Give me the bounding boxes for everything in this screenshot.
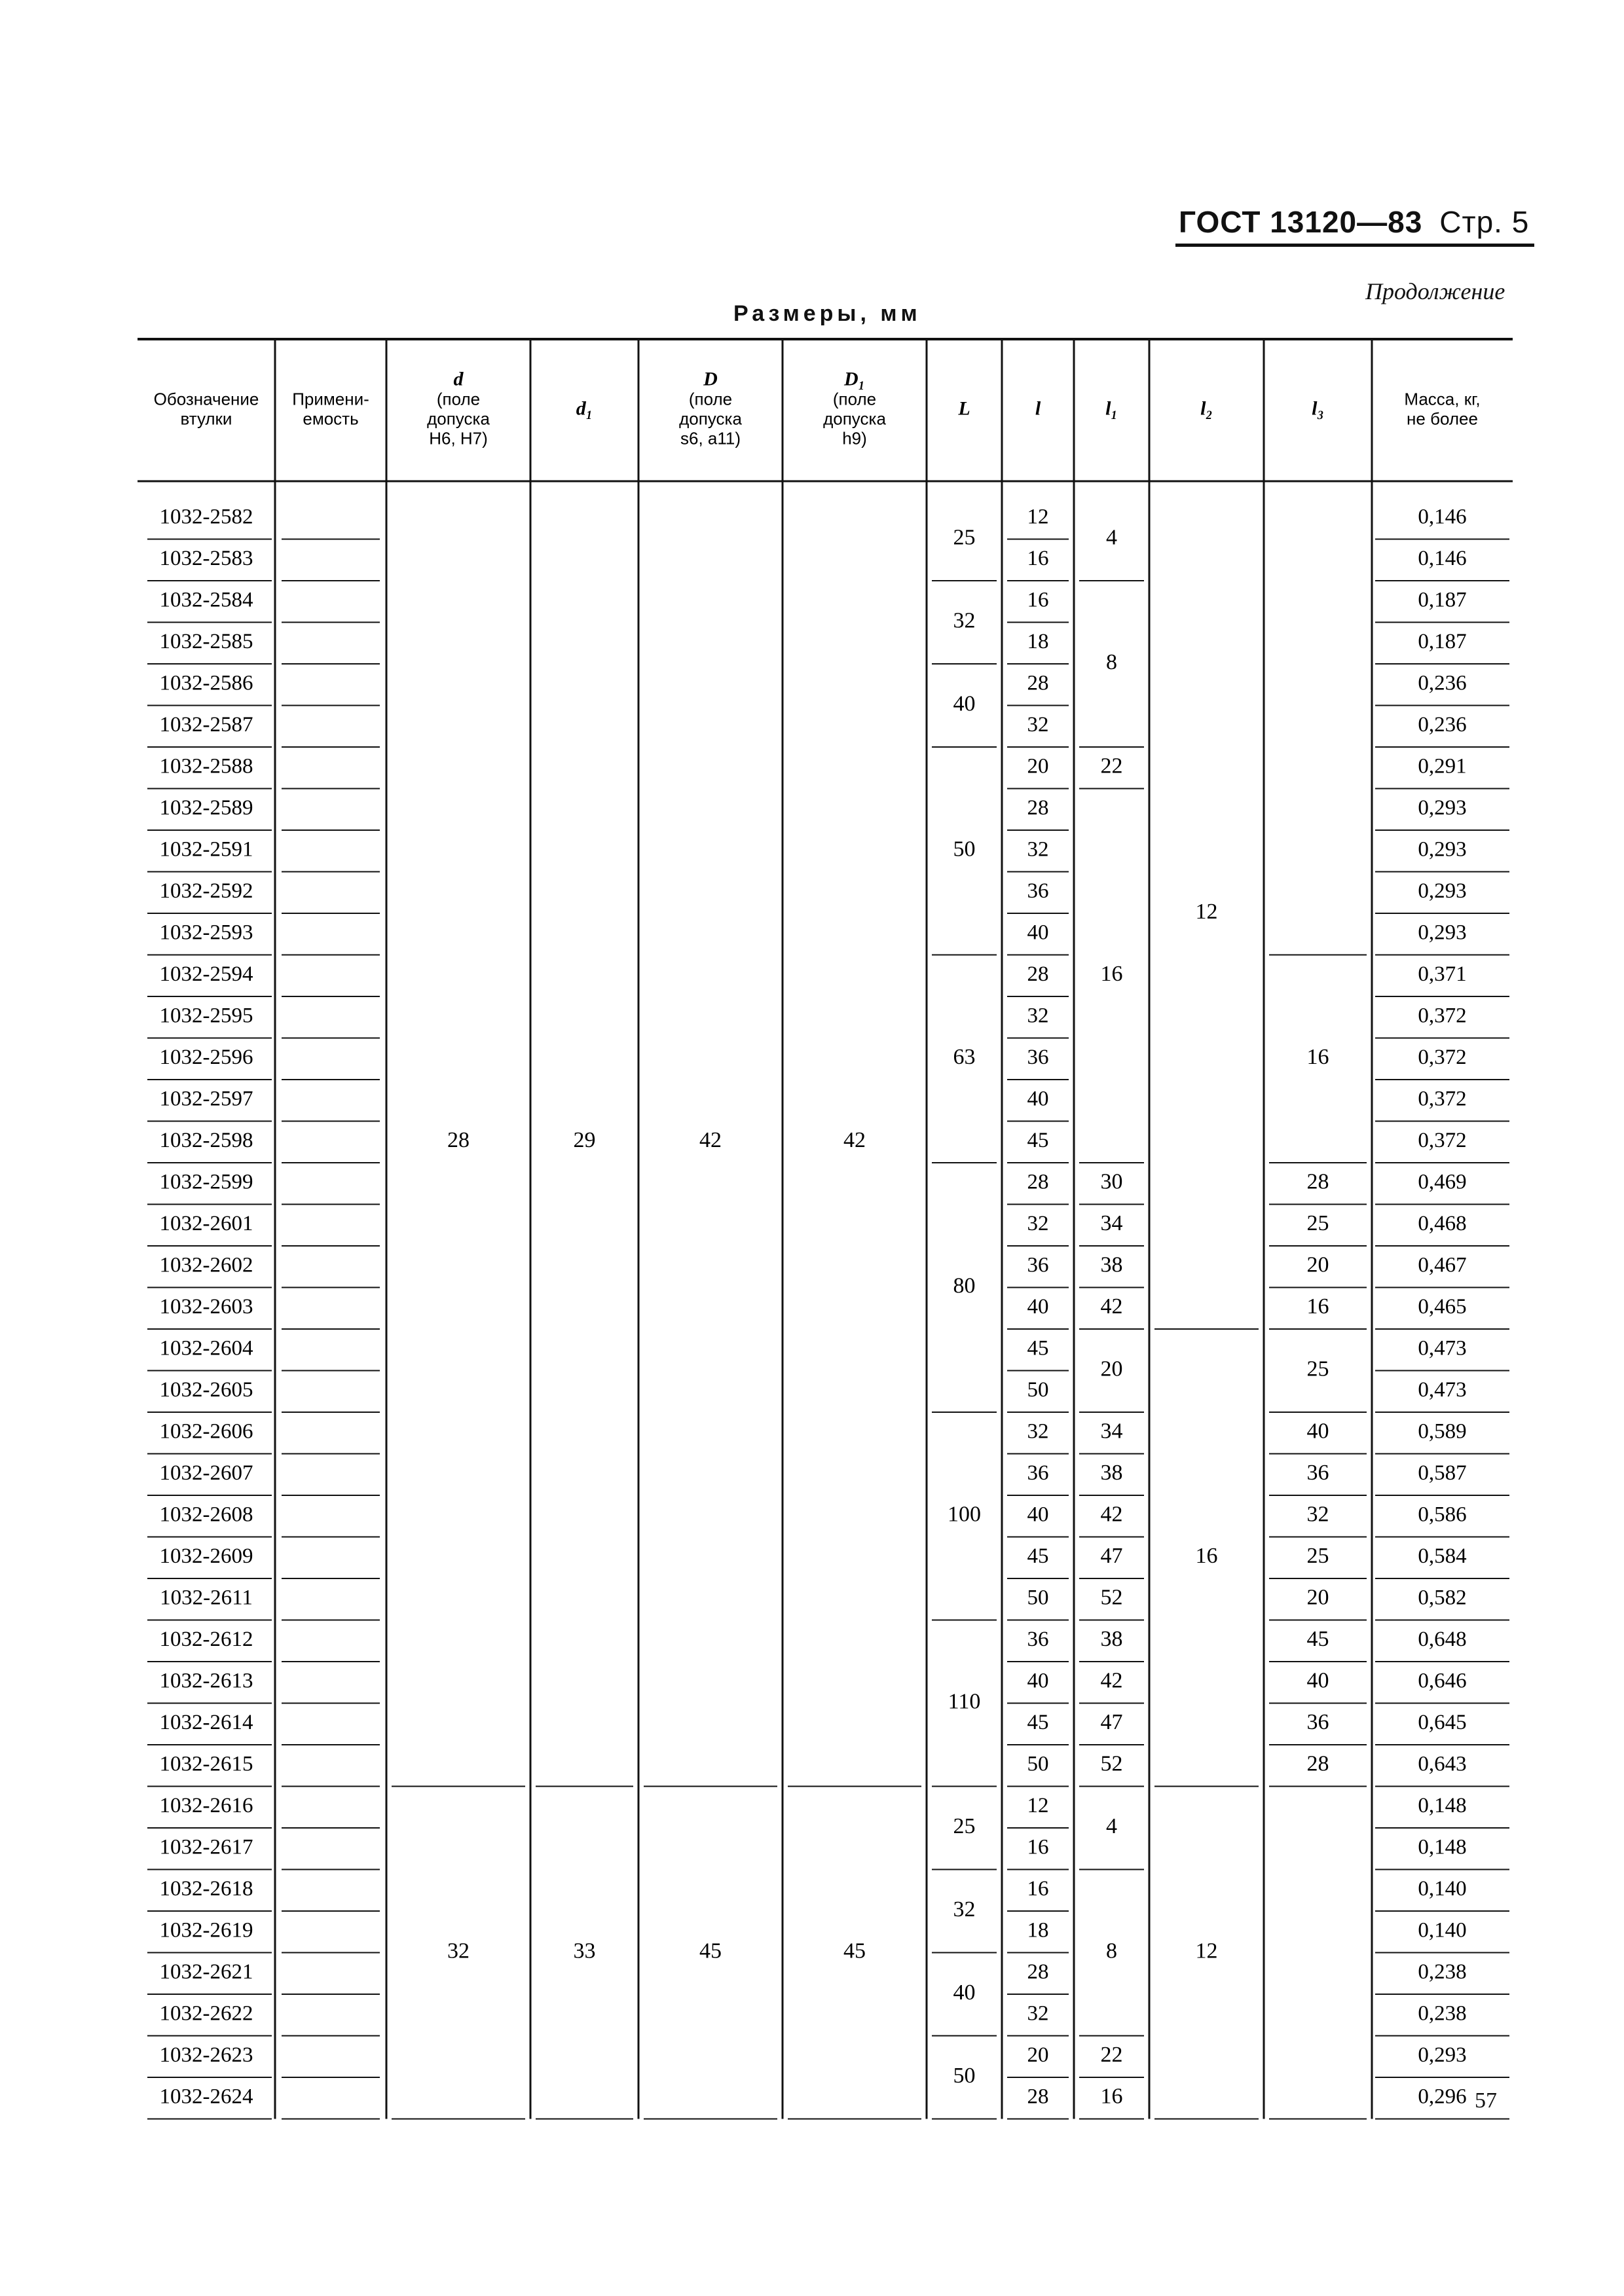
continuation-label: Продолжение: [1365, 278, 1505, 304]
l1-cell: 34: [1100, 1419, 1123, 1444]
page-number: 57: [1475, 2088, 1497, 2113]
l3-cell: 36: [1306, 1461, 1329, 1485]
l-cell: 18: [1027, 629, 1049, 653]
designation-cell: 1032-2609: [159, 1544, 253, 1568]
l1-cell: 52: [1100, 1585, 1123, 1610]
mass-cell: 0,293: [1418, 879, 1467, 903]
column-header-d: (поле: [436, 389, 481, 409]
mass-cell: 0,465: [1418, 1294, 1467, 1319]
column-header-d: d: [453, 368, 464, 390]
l3-cell: 20: [1306, 1252, 1329, 1277]
D1-cell: 45: [843, 1939, 866, 1963]
mass-cell: 0,587: [1418, 1461, 1467, 1485]
column-header-L: L: [958, 397, 970, 420]
l3-cell: 16: [1306, 1045, 1329, 1070]
mass-cell: 0,643: [1418, 1752, 1467, 1776]
mass-cell: 0,296: [1418, 2085, 1467, 2109]
l1-cell: 16: [1100, 962, 1123, 987]
l1-cell: 42: [1100, 1294, 1123, 1319]
L-cell: 32: [953, 1897, 976, 1922]
mass-cell: 0,646: [1418, 1669, 1467, 1693]
l1-cell: 8: [1106, 649, 1117, 674]
L-cell: 80: [953, 1273, 976, 1298]
D1-cell: 42: [843, 1128, 866, 1153]
l-cell: 45: [1027, 1710, 1049, 1734]
column-header-app: Примени-: [292, 389, 369, 409]
L-cell: 25: [953, 525, 976, 550]
L-cell: 32: [953, 608, 976, 633]
designation-cell: 1032-2619: [159, 1918, 253, 1942]
l-cell: 16: [1027, 1835, 1049, 1859]
mass-cell: 0,236: [1418, 671, 1467, 695]
column-header-D: s6, a11): [680, 428, 741, 448]
l3-cell: 40: [1306, 1419, 1329, 1444]
d1-cell: 33: [573, 1939, 596, 1963]
l-cell: 36: [1027, 1461, 1049, 1485]
l3-cell: 36: [1306, 1710, 1329, 1735]
mass-cell: 0,236: [1418, 712, 1467, 737]
mass-cell: 0,372: [1418, 1045, 1467, 1069]
column-header-d1: d₁: [576, 397, 593, 420]
designation-cell: 1032-2585: [159, 629, 253, 653]
mass-cell: 0,467: [1418, 1253, 1467, 1277]
l3-cell: 20: [1306, 1585, 1329, 1610]
designation-cell: 1032-2584: [159, 588, 253, 612]
D-cell: 45: [699, 1939, 722, 1963]
mass-cell: 0,582: [1418, 1586, 1467, 1610]
mass-cell: 0,293: [1418, 837, 1467, 862]
column-header-l3: l₃: [1312, 397, 1324, 420]
mass-cell: 0,148: [1418, 1835, 1467, 1859]
L-cell: 50: [953, 837, 976, 862]
l-cell: 20: [1027, 2043, 1049, 2067]
l-cell: 28: [1027, 1170, 1049, 1194]
designation-cell: 1032-2594: [159, 962, 253, 986]
mass-cell: 0,187: [1418, 588, 1467, 612]
l-cell: 28: [1027, 1959, 1049, 1984]
l-cell: 36: [1027, 1627, 1049, 1651]
l-cell: 40: [1027, 1503, 1049, 1527]
l2-cell: 12: [1195, 1939, 1218, 1963]
designation-cell: 1032-2596: [159, 1045, 253, 1069]
designation-cell: 1032-2582: [159, 505, 253, 529]
l-cell: 28: [1027, 962, 1049, 986]
column-header-D1: h9): [842, 428, 867, 448]
l-cell: 18: [1027, 1918, 1049, 1942]
l-cell: 20: [1027, 754, 1049, 778]
mass-cell: 0,372: [1418, 1128, 1467, 1152]
L-cell: 63: [953, 1045, 976, 1070]
l3-cell: 28: [1306, 1751, 1329, 1776]
designation-cell: 1032-2604: [159, 1336, 253, 1360]
l3-cell: 25: [1306, 1544, 1329, 1569]
l-cell: 16: [1027, 1876, 1049, 1901]
l-cell: 50: [1027, 1752, 1049, 1776]
l1-cell: 38: [1100, 1627, 1123, 1652]
L-cell: 50: [953, 2063, 976, 2088]
mass-cell: 0,473: [1418, 1336, 1467, 1360]
column-header-d: H6, H7): [429, 428, 488, 448]
l3-cell: 32: [1306, 1502, 1329, 1527]
column-header-D1: D₁: [843, 368, 866, 390]
l-cell: 12: [1027, 505, 1049, 529]
designation-cell: 1032-2607: [159, 1461, 253, 1485]
l1-cell: 42: [1100, 1668, 1123, 1693]
mass-cell: 0,586: [1418, 1503, 1467, 1527]
l3-cell: 25: [1306, 1211, 1329, 1236]
l-cell: 45: [1027, 1544, 1049, 1568]
mass-cell: 0,293: [1418, 795, 1467, 820]
column-header-D1: (поле: [832, 389, 877, 409]
designation-cell: 1032-2614: [159, 1710, 253, 1734]
l1-cell: 30: [1100, 1169, 1123, 1194]
l2-cell: 16: [1195, 1544, 1218, 1569]
l-cell: 32: [1027, 1419, 1049, 1444]
l-cell: 32: [1027, 837, 1049, 862]
designation-cell: 1032-2601: [159, 1211, 253, 1235]
l2-cell: 12: [1195, 899, 1218, 924]
column-header-mass: Масса, кг,: [1404, 389, 1481, 409]
l-cell: 40: [1027, 1669, 1049, 1693]
column-header-D: D: [703, 368, 718, 390]
designation-cell: 1032-2588: [159, 754, 253, 778]
l-cell: 50: [1027, 1377, 1049, 1402]
column-header-app: емость: [303, 409, 359, 429]
l-cell: 16: [1027, 546, 1049, 570]
l-cell: 36: [1027, 879, 1049, 903]
l3-cell: 28: [1306, 1169, 1329, 1194]
column-header-des: Обозначение: [153, 389, 259, 409]
designation-cell: 1032-2598: [159, 1128, 253, 1152]
l1-cell: 42: [1100, 1502, 1123, 1527]
mass-cell: 0,293: [1418, 920, 1467, 945]
designation-cell: 1032-2611: [160, 1586, 253, 1610]
l3-cell: 40: [1306, 1668, 1329, 1693]
l-cell: 50: [1027, 1586, 1049, 1610]
d-cell: 32: [447, 1939, 470, 1963]
l-cell: 36: [1027, 1253, 1049, 1277]
column-header-l: l: [1035, 397, 1041, 420]
designation-cell: 1032-2622: [159, 2001, 253, 2026]
d1-cell: 29: [573, 1128, 596, 1153]
l-cell: 16: [1027, 588, 1049, 612]
designation-cell: 1032-2623: [159, 2043, 253, 2067]
l3-cell: 25: [1306, 1357, 1329, 1381]
l-cell: 32: [1027, 712, 1049, 737]
column-header-mass: не более: [1407, 409, 1478, 429]
designation-cell: 1032-2608: [159, 1503, 253, 1527]
l1-cell: 34: [1100, 1211, 1123, 1236]
mass-cell: 0,291: [1418, 754, 1467, 778]
mass-cell: 0,238: [1418, 2001, 1467, 2026]
column-header-D1: допуска: [823, 409, 886, 429]
mass-cell: 0,187: [1418, 629, 1467, 653]
designation-cell: 1032-2615: [159, 1752, 253, 1776]
l1-cell: 8: [1106, 1939, 1117, 1963]
designation-cell: 1032-2612: [159, 1627, 253, 1651]
column-header-D: (поле: [688, 389, 733, 409]
l3-cell: 45: [1306, 1627, 1329, 1652]
mass-cell: 0,238: [1418, 1959, 1467, 1984]
l1-cell: 4: [1106, 525, 1117, 550]
L-cell: 100: [948, 1502, 981, 1527]
mass-cell: 0,146: [1418, 546, 1467, 570]
l1-cell: 22: [1100, 2043, 1123, 2068]
designation-cell: 1032-2618: [159, 1876, 253, 1901]
mass-cell: 0,293: [1418, 2043, 1467, 2067]
l-cell: 32: [1027, 2001, 1049, 2026]
mass-cell: 0,372: [1418, 1087, 1467, 1111]
l1-cell: 16: [1100, 2084, 1123, 2109]
mass-cell: 0,589: [1418, 1419, 1467, 1444]
mass-cell: 0,473: [1418, 1377, 1467, 1402]
designation-cell: 1032-2613: [159, 1669, 253, 1693]
l-cell: 28: [1027, 671, 1049, 695]
column-header-D: допуска: [679, 409, 742, 429]
column-header-l1: l₁: [1105, 397, 1118, 420]
mass-cell: 0,146: [1418, 505, 1467, 529]
l-cell: 32: [1027, 1004, 1049, 1028]
designation-cell: 1032-2621: [159, 1959, 253, 1984]
mass-cell: 0,140: [1418, 1876, 1467, 1901]
L-cell: 40: [953, 691, 976, 716]
l3-cell: 16: [1306, 1294, 1329, 1319]
column-header-d: допуска: [427, 409, 490, 429]
designation-cell: 1032-2587: [159, 712, 253, 737]
designation-cell: 1032-2597: [159, 1087, 253, 1111]
designation-cell: 1032-2624: [159, 2085, 253, 2109]
mass-cell: 0,140: [1418, 1918, 1467, 1942]
l-cell: 32: [1027, 1211, 1049, 1235]
column-header-des: втулки: [180, 409, 232, 429]
l1-cell: 52: [1100, 1751, 1123, 1776]
designation-cell: 1032-2599: [159, 1170, 253, 1194]
mass-cell: 0,372: [1418, 1004, 1467, 1028]
L-cell: 110: [948, 1689, 981, 1714]
l1-cell: 47: [1100, 1710, 1123, 1735]
l1-cell: 22: [1100, 754, 1123, 778]
l-cell: 40: [1027, 1294, 1049, 1319]
l-cell: 40: [1027, 1087, 1049, 1111]
designation-cell: 1032-2616: [159, 1793, 253, 1817]
l-cell: 36: [1027, 1045, 1049, 1069]
l-cell: 40: [1027, 920, 1049, 945]
mass-cell: 0,371: [1418, 962, 1467, 986]
designation-cell: 1032-2617: [159, 1835, 253, 1859]
l1-cell: 4: [1106, 1813, 1117, 1838]
d-cell: 28: [447, 1128, 470, 1153]
designation-cell: 1032-2593: [159, 920, 253, 945]
designation-cell: 1032-2605: [159, 1377, 253, 1402]
designation-cell: 1032-2589: [159, 795, 253, 820]
designation-cell: 1032-2591: [159, 837, 253, 862]
mass-cell: 0,468: [1418, 1211, 1467, 1235]
l1-cell: 47: [1100, 1544, 1123, 1569]
l1-cell: 38: [1100, 1252, 1123, 1277]
l-cell: 45: [1027, 1336, 1049, 1360]
l-cell: 45: [1027, 1128, 1049, 1152]
D-cell: 42: [699, 1128, 722, 1153]
designation-cell: 1032-2606: [159, 1419, 253, 1444]
mass-cell: 0,645: [1418, 1710, 1467, 1734]
designation-cell: 1032-2603: [159, 1294, 253, 1319]
l-cell: 28: [1027, 795, 1049, 820]
L-cell: 25: [953, 1813, 976, 1838]
l-cell: 28: [1027, 2085, 1049, 2109]
designation-cell: 1032-2595: [159, 1004, 253, 1028]
standard-number: ГОСТ 13120—83: [1179, 205, 1423, 239]
l-cell: 12: [1027, 1793, 1049, 1817]
sizes-caption: Размеры, мм: [733, 301, 921, 326]
mass-cell: 0,469: [1418, 1170, 1467, 1194]
L-cell: 40: [953, 1980, 976, 2005]
designation-cell: 1032-2586: [159, 671, 253, 695]
mass-cell: 0,584: [1418, 1544, 1467, 1568]
column-header-l2: l₂: [1200, 397, 1213, 420]
designation-cell: 1032-2583: [159, 546, 253, 570]
mass-cell: 0,148: [1418, 1793, 1467, 1817]
designation-cell: 1032-2602: [159, 1253, 253, 1277]
l1-cell: 38: [1100, 1461, 1123, 1485]
l1-cell: 20: [1100, 1357, 1123, 1381]
page-label: Стр. 5: [1439, 205, 1530, 239]
designation-cell: 1032-2592: [159, 879, 253, 903]
mass-cell: 0,648: [1418, 1627, 1467, 1651]
